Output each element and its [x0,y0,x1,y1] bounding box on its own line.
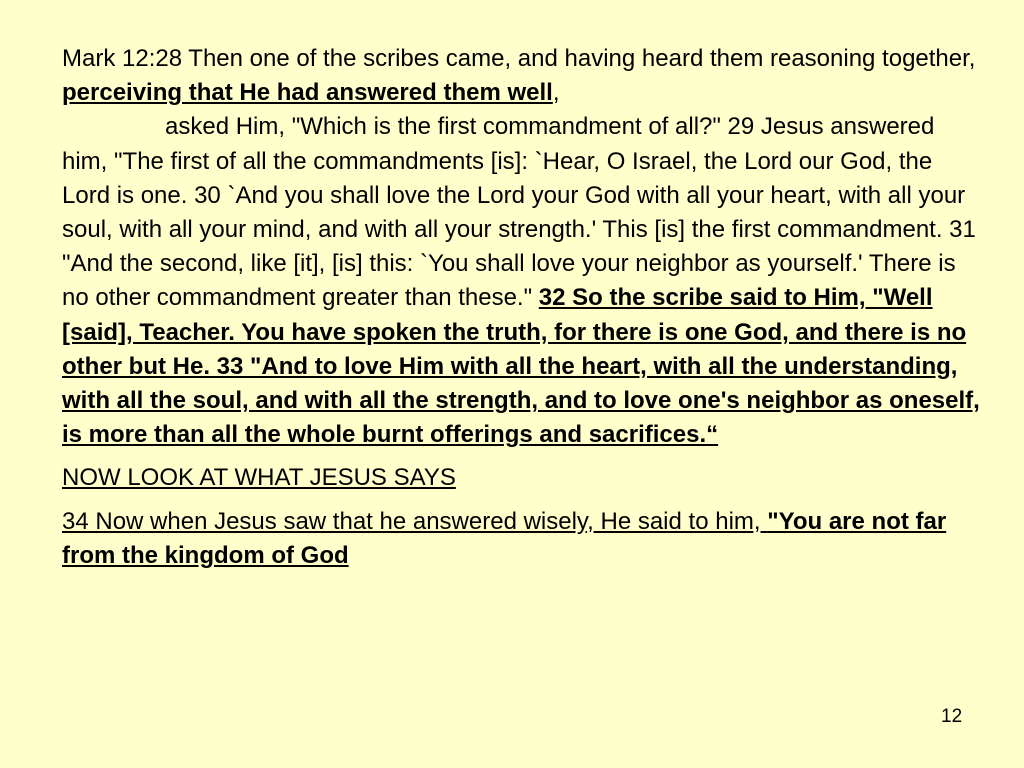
scripture-paragraph-verse-34 [62,505,982,573]
scripture-paragraph [62,42,982,452]
scripture-emphasis-scribe-reply: 32 So the scribe said to Him, "Well [said], Teacher. You have spoken the truth, for there is one God, and there is no other but He. 33 "And to love Him with all the heart, with all the understanding, with all the soul, and with all the strength, and to love one's neighbor as oneself, is more than all the whole burnt offerings and sacrifices.“ [62,284,980,449]
scripture-text-commandments: asked Him, "Which is the first commandment of all?" 29 Jesus answered him, "The first of all the commandments [is]: `Hear, O Israel, the Lord our God, the Lord is one. 30 `And you shall love the Lord your God with all your heart, with all your soul, with all your mind, and with all your strength.' This [is] the first commandment. 31 "And the second, like [it], [is] this: `You shall love your neighbor as yourself.' There is no other commandment greater than these." [62,113,976,312]
verse-34-emphasis: "You are not far from the kingdom of God [62,507,947,569]
verse-34-text: 34 Now when Jesus saw that he answered wisely, He said to him, [62,507,768,535]
slide-content [62,42,982,573]
scripture-emphasis-answered-well: perceiving that He had answered them well [62,79,553,107]
heading-look-at-jesus: NOW LOOK AT WHAT JESUS SAYS [62,464,456,492]
scripture-comma: , [552,79,560,107]
scripture-text-intro: Mark 12:28 Then one of the scribes came, and having heard them reasoning together, [62,45,976,72]
page-number: 12 [941,706,963,727]
